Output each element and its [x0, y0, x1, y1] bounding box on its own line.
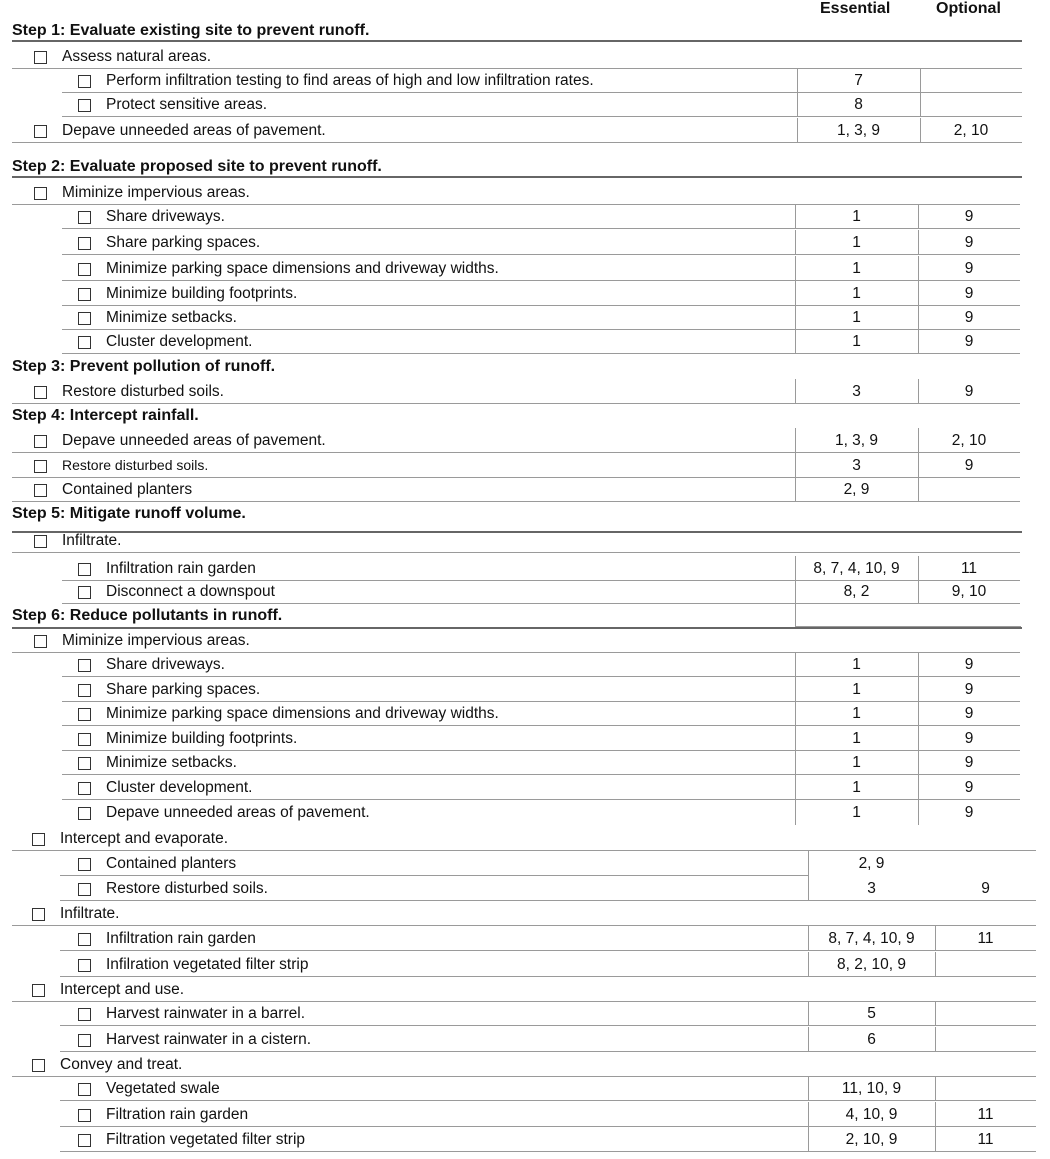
checkbox[interactable]: [78, 933, 91, 946]
row-rule: [60, 1100, 1036, 1101]
checkbox[interactable]: [34, 535, 47, 548]
optional-value: 9: [964, 754, 974, 771]
item-label: Contained planters: [62, 481, 193, 498]
row-rule: [12, 142, 1022, 143]
optional-value: 9: [964, 656, 974, 673]
essential-value: 3: [867, 880, 876, 897]
essential-value: 6: [867, 1031, 876, 1048]
item-label: Filtration vegetated filter strip: [106, 1131, 306, 1148]
checklist-subitem: [0, 1027, 1050, 1052]
checklist-subitem: [0, 1102, 1050, 1127]
checklist-item: [0, 901, 1050, 926]
optional-value: 9: [964, 208, 974, 225]
checklist-item: [0, 428, 1050, 453]
column-divider: [920, 92, 921, 117]
checklist-subitem: [0, 677, 1050, 702]
item-label: Contained planters: [106, 855, 237, 872]
checklist-subitem: [0, 556, 1050, 581]
checklist-item: [0, 477, 1050, 502]
column-divider: [920, 68, 921, 93]
item-label: Cluster development.: [106, 779, 253, 796]
checkbox[interactable]: [32, 1059, 45, 1072]
checkbox[interactable]: [78, 586, 91, 599]
step-5-heading: Step 5: Mitigate runoff volume.: [12, 505, 246, 522]
heading-rule: [12, 176, 1022, 178]
item-label: Restore disturbed soils.: [106, 880, 268, 897]
checklist-subitem: [0, 329, 1050, 354]
checklist-item: [0, 453, 1050, 478]
essential-value: 2, 9: [843, 481, 870, 498]
item-label: Protect sensitive areas.: [106, 96, 268, 113]
item-label: Minimize setbacks.: [106, 754, 237, 771]
row-rule: [62, 353, 1020, 354]
checklist-subitem: [0, 775, 1050, 800]
checkbox[interactable]: [78, 858, 91, 871]
item-label: Perform infiltration testing to find areas of high and low infiltration rates.: [106, 72, 594, 89]
item-label: Infilration vegetated filter strip: [106, 956, 309, 973]
item-label: Minimize setbacks.: [106, 309, 237, 326]
checklist-subitem: [0, 68, 1050, 93]
essential-value: 8, 7, 4, 10, 9: [813, 560, 900, 577]
optional-value: 9: [964, 285, 974, 302]
step-6-value-box: [795, 604, 1021, 627]
checkbox[interactable]: [34, 484, 47, 497]
checkbox[interactable]: [78, 99, 91, 112]
checklist-subitem: [0, 652, 1050, 677]
optional-value: 2, 10: [951, 432, 987, 449]
checkbox[interactable]: [78, 237, 91, 250]
optional-value: 9: [964, 383, 974, 400]
item-label: Restore disturbed soils.: [62, 383, 224, 400]
optional-value: 9, 10: [951, 583, 987, 600]
step-3-heading: Step 3: Prevent pollution of runoff.: [12, 358, 276, 375]
checkbox[interactable]: [78, 708, 91, 721]
checkbox[interactable]: [78, 1083, 91, 1096]
essential-value: 1: [852, 234, 861, 251]
item-label: Infiltration rain garden: [106, 560, 256, 577]
checklist-subitem: [0, 230, 1050, 255]
optional-value: 9: [964, 260, 974, 277]
step-4-heading: Step 4: Intercept rainfall.: [12, 407, 199, 424]
checklist-item: [0, 44, 1050, 69]
checkbox[interactable]: [78, 312, 91, 325]
checkbox[interactable]: [34, 51, 47, 64]
step-6-heading: Step 6: Reduce pollutants in runoff.: [12, 607, 283, 624]
checkbox[interactable]: [78, 263, 91, 276]
essential-value: 8: [854, 96, 863, 113]
item-label: Cluster development.: [106, 333, 253, 350]
row-rule: [12, 501, 1020, 502]
checklist-subitem: [0, 281, 1050, 306]
checklist-item: [0, 977, 1050, 1002]
essential-value: 11, 10, 9: [841, 1080, 902, 1097]
essential-value: 1: [852, 208, 861, 225]
checkbox[interactable]: [32, 833, 45, 846]
essential-value: 3: [852, 457, 861, 474]
column-divider: [935, 952, 936, 977]
checklist-subitem: [0, 876, 1050, 901]
item-label: Minimize parking space dimensions and driveway widths.: [106, 705, 499, 722]
checkbox[interactable]: [78, 1034, 91, 1047]
optional-value: 9: [964, 457, 974, 474]
essential-value: 8, 2: [843, 583, 870, 600]
item-label: Disconnect a downspout: [106, 583, 275, 600]
optional-value: 9: [964, 333, 974, 350]
checkbox[interactable]: [78, 684, 91, 697]
checkbox[interactable]: [34, 635, 47, 648]
optional-value: 9: [981, 880, 990, 897]
row-rule: [62, 254, 1020, 255]
essential-value: 1: [852, 705, 861, 722]
essential-value: 8, 7, 4, 10, 9: [828, 930, 915, 947]
item-label: Assess natural areas.: [62, 48, 212, 65]
checkbox[interactable]: [32, 908, 45, 921]
checklist-item: [0, 180, 1050, 205]
essential-value: 1: [852, 804, 861, 821]
essential-value: 4, 10, 9: [845, 1106, 898, 1123]
row-rule: [62, 116, 1022, 117]
item-label: Minimize building footprints.: [106, 285, 298, 302]
essential-value: 2, 10, 9: [845, 1131, 898, 1148]
checklist-subitem: [0, 1001, 1050, 1026]
column-divider: [918, 477, 919, 502]
checkbox[interactable]: [78, 211, 91, 224]
checkbox[interactable]: [78, 1109, 91, 1122]
checklist-item: [0, 118, 1050, 143]
checklist-item: [0, 1052, 1050, 1077]
essential-value: 1: [852, 681, 861, 698]
checklist-subitem: [0, 750, 1050, 775]
item-label: Share parking spaces.: [106, 234, 261, 251]
item-label: Harvest rainwater in a barrel.: [106, 1005, 305, 1022]
checkbox[interactable]: [78, 75, 91, 88]
checkbox[interactable]: [78, 336, 91, 349]
row-rule: [60, 950, 1036, 951]
item-label: Miminize impervious areas.: [62, 184, 250, 201]
item-label: Share driveways.: [106, 208, 225, 225]
item-label: Miminize impervious areas.: [62, 632, 250, 649]
checkbox[interactable]: [78, 288, 91, 301]
checkbox[interactable]: [78, 959, 91, 972]
item-label: Share driveways.: [106, 656, 225, 673]
checklist-subitem: [0, 1076, 1050, 1101]
checkbox[interactable]: [78, 659, 91, 672]
checklist-subitem: [0, 256, 1050, 281]
optional-column-header: Optional: [936, 0, 1001, 17]
checklist-subitem: [0, 726, 1050, 751]
checklist-subitem: [0, 1127, 1050, 1152]
item-label: Depave unneeded areas of pavement.: [62, 122, 326, 139]
checklist-subitem: [0, 926, 1050, 951]
essential-value: 7: [854, 72, 863, 89]
checklist-subitem: [0, 92, 1050, 117]
row-rule: [12, 552, 1020, 553]
row-rule: [12, 403, 1020, 404]
checklist-item: [0, 826, 1050, 851]
essential-value: 1: [852, 309, 861, 326]
checkbox[interactable]: [78, 782, 91, 795]
essential-value: 1, 3, 9: [836, 122, 881, 139]
item-label: Restore disturbed soils.: [62, 457, 209, 473]
checklist-subitem: [0, 851, 1050, 876]
row-rule: [60, 1025, 1036, 1026]
row-rule: [62, 228, 1020, 229]
essential-value: 1: [852, 754, 861, 771]
checklist-subitem: [0, 305, 1050, 330]
optional-value: 9: [964, 309, 974, 326]
item-label: Minimize parking space dimensions and driveway widths.: [106, 260, 499, 277]
optional-value: 2, 10: [953, 122, 989, 139]
checklist-item: [0, 379, 1050, 404]
checkbox[interactable]: [78, 757, 91, 770]
item-label: Minimize building footprints.: [106, 730, 298, 747]
optional-value: 9: [964, 234, 974, 251]
essential-value: 3: [852, 383, 861, 400]
item-label: Depave unneeded areas of pavement.: [106, 804, 370, 821]
optional-value: 11: [977, 930, 994, 947]
step-2-heading: Step 2: Evaluate proposed site to prevent runoff.: [12, 158, 382, 175]
item-label: Intercept and use.: [60, 981, 185, 998]
checkbox[interactable]: [78, 1008, 91, 1021]
essential-value: 1: [852, 260, 861, 277]
item-label: Share parking spaces.: [106, 681, 261, 698]
essential-value: 5: [867, 1005, 876, 1022]
checkbox[interactable]: [78, 563, 91, 576]
column-divider: [935, 1001, 936, 1026]
checkbox[interactable]: [34, 460, 47, 473]
essential-column-header: Essential: [820, 0, 891, 17]
optional-value: 11: [977, 1131, 994, 1148]
step-1-heading: Step 1: Evaluate existing site to prevent runoff.: [12, 22, 370, 39]
checkbox[interactable]: [34, 435, 47, 448]
essential-value: 2, 9: [858, 855, 885, 872]
optional-value: 11: [977, 1106, 994, 1123]
optional-value: 9: [964, 804, 974, 821]
checkbox[interactable]: [34, 187, 47, 200]
essential-value: 8, 2, 10, 9: [837, 956, 906, 973]
checkbox[interactable]: [78, 807, 91, 820]
item-label: Convey and treat.: [60, 1056, 183, 1073]
heading-rule: [12, 40, 1022, 42]
optional-value: 9: [964, 730, 974, 747]
checkbox[interactable]: [78, 883, 91, 896]
checkbox[interactable]: [34, 386, 47, 399]
optional-value: 9: [964, 779, 974, 796]
essential-value: 1: [852, 333, 861, 350]
column-divider: [935, 1076, 936, 1101]
checklist-item: [0, 628, 1050, 653]
item-label: Harvest rainwater in a cistern.: [106, 1031, 312, 1048]
checklist-subitem: [0, 701, 1050, 726]
checkbox[interactable]: [78, 1134, 91, 1147]
essential-value: 1: [852, 285, 861, 302]
item-label: Infiltration rain garden: [106, 930, 256, 947]
checkbox[interactable]: [32, 984, 45, 997]
checkbox[interactable]: [78, 733, 91, 746]
essential-value: 1: [852, 730, 861, 747]
item-label: Depave unneeded areas of pavement.: [62, 432, 326, 449]
essential-value: 1, 3, 9: [834, 432, 879, 449]
optional-value: 9: [964, 705, 974, 722]
row-rule: [60, 1151, 1036, 1152]
item-label: Infiltrate.: [62, 532, 122, 549]
optional-value: 9: [964, 681, 974, 698]
essential-value: 1: [852, 779, 861, 796]
item-label: Infiltrate.: [60, 905, 120, 922]
checklist-subitem: [0, 800, 1050, 825]
checklist-subitem: [0, 579, 1050, 604]
optional-value: 11: [960, 560, 978, 577]
checklist-subitem: [0, 204, 1050, 229]
item-label: Intercept and evaporate.: [60, 830, 229, 847]
item-label: Filtration rain garden: [106, 1106, 249, 1123]
checklist-subitem: [0, 952, 1050, 977]
checkbox[interactable]: [34, 125, 47, 138]
essential-value: 1: [852, 656, 861, 673]
column-divider: [935, 1027, 936, 1052]
item-label: Vegetated swale: [106, 1080, 220, 1097]
checklist-item: [0, 528, 1050, 553]
